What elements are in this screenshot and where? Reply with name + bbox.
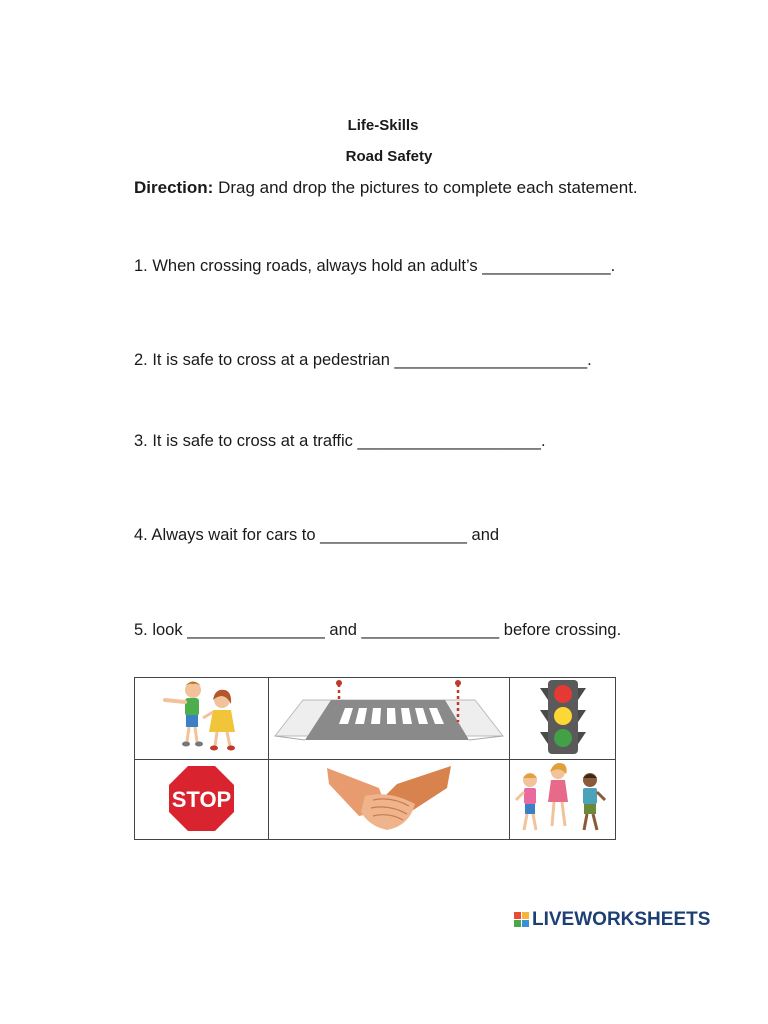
logo-blocks-icon: [514, 912, 530, 928]
direction-label: Direction:: [134, 178, 214, 197]
subject-title: Life-Skills: [347, 117, 419, 134]
handshake-icon[interactable]: [269, 760, 509, 840]
direction-text: [134, 176, 654, 199]
question-5: 5. look _______________ and _______________ before crossing.: [134, 621, 622, 639]
children-looking-icon[interactable]: [135, 678, 268, 759]
question-1: 1. When crossing roads, always hold an adult’s ______________.: [134, 257, 616, 275]
question-2: 2. It is safe to cross at a pedestrian _____________________.: [134, 351, 592, 369]
question-3: 3. It is safe to cross at a traffic ____________________.: [134, 432, 546, 450]
topic-title: Road Safety: [345, 148, 433, 165]
brand-name: LIVEWORKSHEETS: [532, 909, 711, 930]
question-4: 4. Always wait for cars to ________________ and: [134, 526, 500, 544]
liveworksheets-logo: [514, 908, 710, 932]
direction-body: Drag and drop the pictures to complete each statement.: [213, 178, 638, 197]
stop-sign-icon[interactable]: [135, 760, 268, 840]
children-walking-icon[interactable]: [510, 760, 617, 840]
traffic-light-icon[interactable]: [510, 678, 617, 759]
pedestrian-crossing-icon[interactable]: [269, 678, 509, 759]
stop-sign-label: STOP: [171, 787, 232, 812]
picture-grid: [134, 677, 616, 840]
